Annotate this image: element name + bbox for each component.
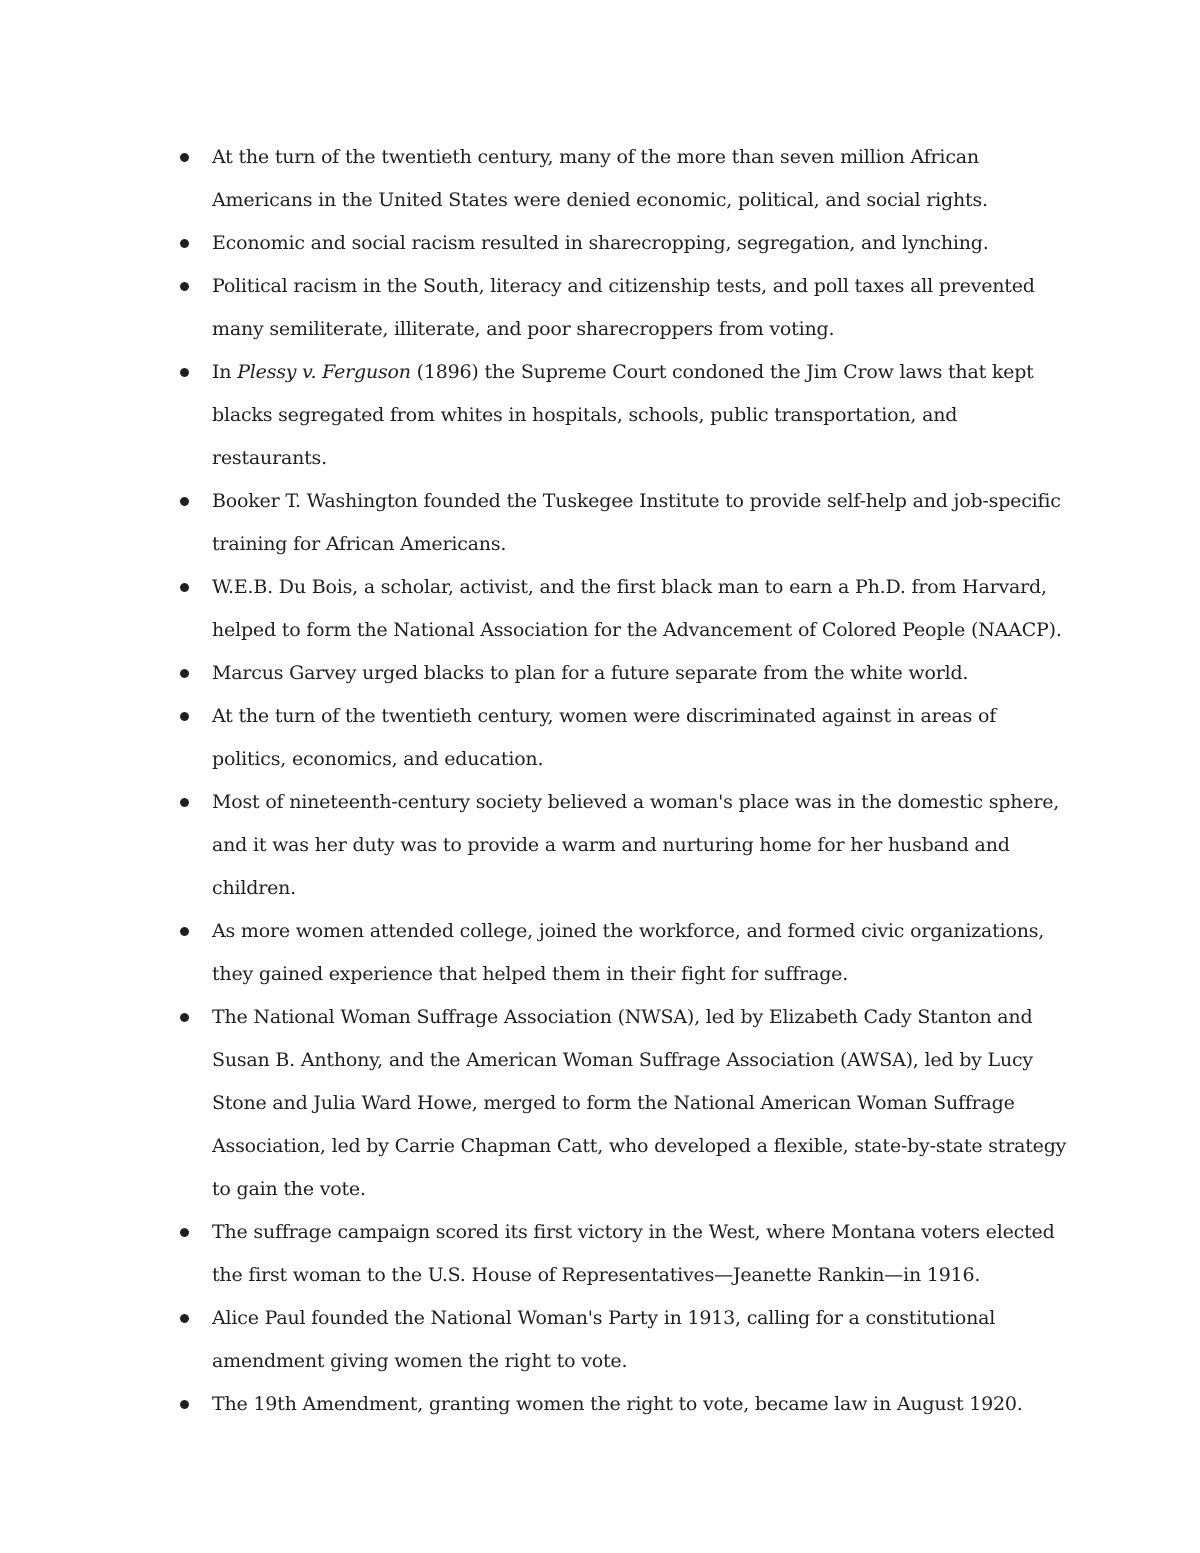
bullet-icon	[180, 1314, 189, 1323]
item-text: Most of nineteenth-century society believed a woman's place was in the domestic sphere, and it was her duty was to provide a warm and nurturing home for her husband and children.	[212, 791, 1060, 899]
item-text: The suffrage campaign scored its first victory in the West, where Montana voters elected the first woman to the U.S. House of Representatives—Jeanette Rankin—in 1916.	[212, 1221, 1055, 1286]
bullet-list	[212, 136, 1072, 1426]
list-item	[212, 136, 1072, 222]
list-item	[212, 222, 1072, 265]
bullet-icon	[180, 368, 189, 377]
list-item	[212, 480, 1072, 566]
list-item	[212, 652, 1072, 695]
item-text-suffix: (1896) the Supreme Court condoned the Jim Crow laws that kept blacks segregated from whites in hospitals, schools, public transportation, and restaurants.	[212, 361, 1034, 469]
bullet-icon	[180, 669, 189, 678]
item-text: At the turn of the twentieth century, many of the more than seven million African Americans in the United States were denied economic, political, and social rights.	[212, 146, 988, 211]
bullet-icon	[180, 583, 189, 592]
bullet-icon	[180, 798, 189, 807]
list-item	[212, 695, 1072, 781]
item-text: As more women attended college, joined the workforce, and formed civic organizations, they gained experience that helped them in their fight for suffrage.	[212, 920, 1045, 985]
list-item	[212, 996, 1072, 1211]
list-item	[212, 566, 1072, 652]
bullet-icon	[180, 1013, 189, 1022]
item-text: Economic and social racism resulted in sharecropping, segregation, and lynching.	[212, 232, 989, 254]
item-text: The National Woman Suffrage Association (NWSA), led by Elizabeth Cady Stanton and Susan B. Anthony, and the American Woman Suffrage Association (AWSA), led by Lucy Stone and Julia Ward Howe, merged to form the National American Woman Suffrage Association, led by Carrie Chapman Catt, who developed a flexible, state-by-state strategy to gain the vote.	[212, 1006, 1067, 1200]
bullet-icon	[180, 497, 189, 506]
bullet-icon	[180, 153, 189, 162]
item-text: Booker T. Washington founded the Tuskegee Institute to provide self-help and job-specific training for African Americans.	[212, 490, 1061, 555]
list-item	[212, 1211, 1072, 1297]
item-text: Alice Paul founded the National Woman's Party in 1913, calling for a constitutional amendment giving women the right to vote.	[212, 1307, 996, 1372]
list-item	[212, 781, 1072, 910]
bullet-icon	[180, 927, 189, 936]
bullet-icon	[180, 282, 189, 291]
list-item	[212, 910, 1072, 996]
list-item	[212, 1383, 1072, 1426]
item-text: The 19th Amendment, granting women the right to vote, became law in August 1920.	[212, 1393, 1023, 1415]
case-name: Plessy v. Ferguson	[237, 361, 411, 383]
bullet-icon	[180, 712, 189, 721]
list-item	[212, 351, 1072, 480]
item-text: Marcus Garvey urged blacks to plan for a future separate from the white world.	[212, 662, 969, 684]
item-text: Political racism in the South, literacy and citizenship tests, and poll taxes all prevented many semiliterate, illiterate, and poor sharecroppers from voting.	[212, 275, 1035, 340]
list-item	[212, 1297, 1072, 1383]
bullet-icon	[180, 1228, 189, 1237]
bullet-icon	[180, 1400, 189, 1409]
item-text: At the turn of the twentieth century, women were discriminated against in areas of politics, economics, and education.	[212, 705, 997, 770]
bullet-icon	[180, 239, 189, 248]
list-item	[212, 265, 1072, 351]
item-text-prefix: In	[212, 361, 238, 383]
item-text: W.E.B. Du Bois, a scholar, activist, and the first black man to earn a Ph.D. from Harvard, helped to form the National Association for the Advancement of Colored People (NAACP).	[212, 576, 1062, 641]
